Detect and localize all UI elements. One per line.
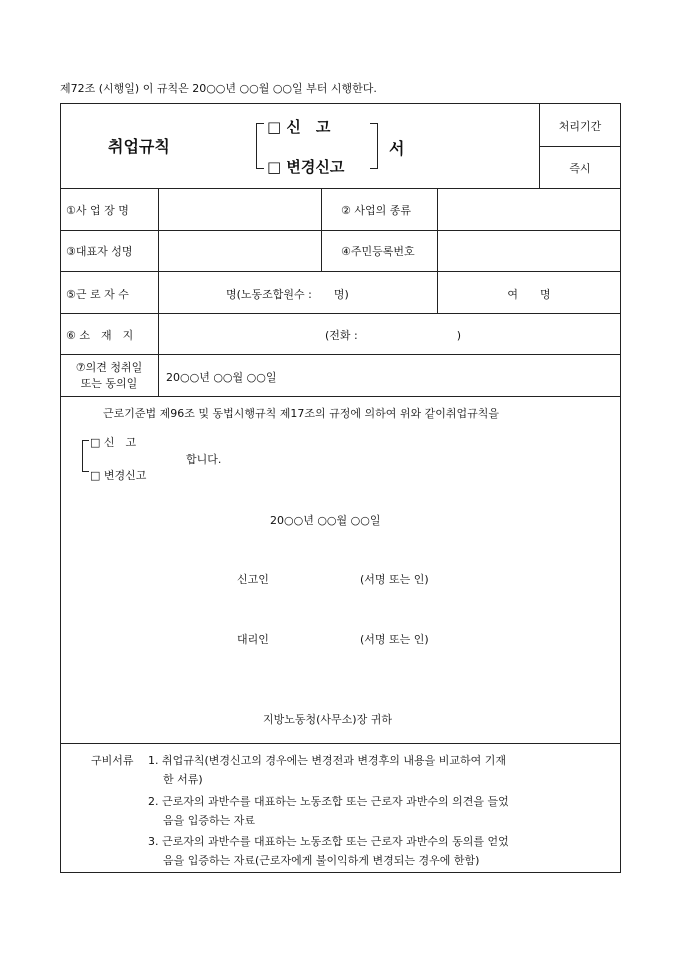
declaration-bracket bbox=[82, 440, 89, 472]
agent-label: 대리인 bbox=[237, 633, 269, 646]
document-item: 3. 근로자의 과반수를 대표하는 노동조합 또는 근로자 과반수의 동의를 얻었 bbox=[148, 835, 509, 848]
agent-signature[interactable]: (서명 또는 인) bbox=[360, 633, 429, 646]
processing-period-value: 즉시 bbox=[569, 162, 591, 175]
documents-label: 구비서류 bbox=[91, 754, 134, 767]
reporter-signature[interactable]: (서명 또는 인) bbox=[360, 573, 429, 586]
workplace-name-label: ①사 업 장 명 bbox=[66, 204, 129, 217]
location-label: ⑥ 소 재 지 bbox=[66, 329, 134, 342]
document-item: 2. 근로자의 과반수를 대표하는 노동조합 또는 근로자 과반수의 의견을 들었 bbox=[148, 795, 509, 808]
declaration-option-change-report[interactable]: □ 변경신고 bbox=[90, 469, 147, 482]
worker-count-value[interactable]: 명(노동조합원수 : 명) bbox=[226, 288, 349, 301]
representative-field[interactable] bbox=[158, 231, 321, 271]
title-suffix: 서 bbox=[389, 139, 405, 158]
phone-field[interactable]: (전화 : ) bbox=[325, 329, 462, 342]
declaration-verb: 합니다. bbox=[186, 453, 222, 466]
reporter-label: 신고인 bbox=[237, 573, 269, 586]
document-item: 음을 입증하는 자료 bbox=[163, 814, 256, 827]
divider bbox=[60, 271, 621, 272]
divider bbox=[321, 188, 322, 271]
declaration-text: 근로기준법 제96조 및 동법시행규칙 제17조의 규정에 의하여 위와 같이취업규칙을 bbox=[103, 407, 499, 420]
declaration-option-report[interactable]: □ 신 고 bbox=[90, 436, 137, 449]
worker-count-label: ⑤근 로 자 수 bbox=[66, 288, 129, 301]
title-option-report: □ 신 고 bbox=[267, 118, 331, 136]
declaration-date[interactable]: 20○○년 ○○월 ○○일 bbox=[270, 514, 381, 527]
document-item: 1. 취업규칙(변경신고의 경우에는 변경전과 변경후의 내용을 비교하여 기재 bbox=[148, 754, 507, 767]
left-bracket bbox=[256, 123, 264, 169]
opinion-date-label bbox=[60, 360, 158, 392]
processing-period-label: 처리기간 bbox=[558, 120, 602, 133]
recipient: 지방노동청(사무소)장 귀하 bbox=[263, 713, 392, 726]
divider bbox=[60, 396, 621, 397]
opinion-date-label-line1: ⑦의견 청취일 bbox=[75, 361, 143, 374]
resident-number-field[interactable] bbox=[438, 231, 620, 271]
resident-number-label: ④주민등록번호 bbox=[341, 245, 415, 258]
opinion-date-label-line2: 또는 동의일 bbox=[80, 377, 138, 390]
document-item: 한 서류) bbox=[163, 773, 203, 786]
female-count[interactable]: 여 명 bbox=[507, 288, 551, 301]
opinion-date-value[interactable]: 20○○년 ○○월 ○○일 bbox=[166, 371, 277, 384]
divider bbox=[60, 354, 621, 355]
workplace-name-field[interactable] bbox=[158, 189, 321, 230]
document-item: 음을 입증하는 자료(근로자에게 불이익하게 변경되는 경우에 한함) bbox=[163, 854, 480, 867]
business-type-label: ② 사업의 종류 bbox=[341, 204, 411, 217]
header-note: 제72조 (시행일) 이 규칙은 20○○년 ○○월 ○○일 부터 시행한다. bbox=[60, 82, 377, 95]
title-option-change-report: □ 변경신고 bbox=[267, 158, 345, 176]
divider bbox=[539, 146, 621, 147]
business-type-field[interactable] bbox=[438, 189, 620, 230]
divider bbox=[60, 313, 621, 314]
divider bbox=[60, 743, 621, 744]
form-title: 취업규칙 bbox=[108, 137, 170, 156]
representative-label: ③대표자 성명 bbox=[66, 245, 133, 258]
right-bracket bbox=[370, 123, 378, 169]
